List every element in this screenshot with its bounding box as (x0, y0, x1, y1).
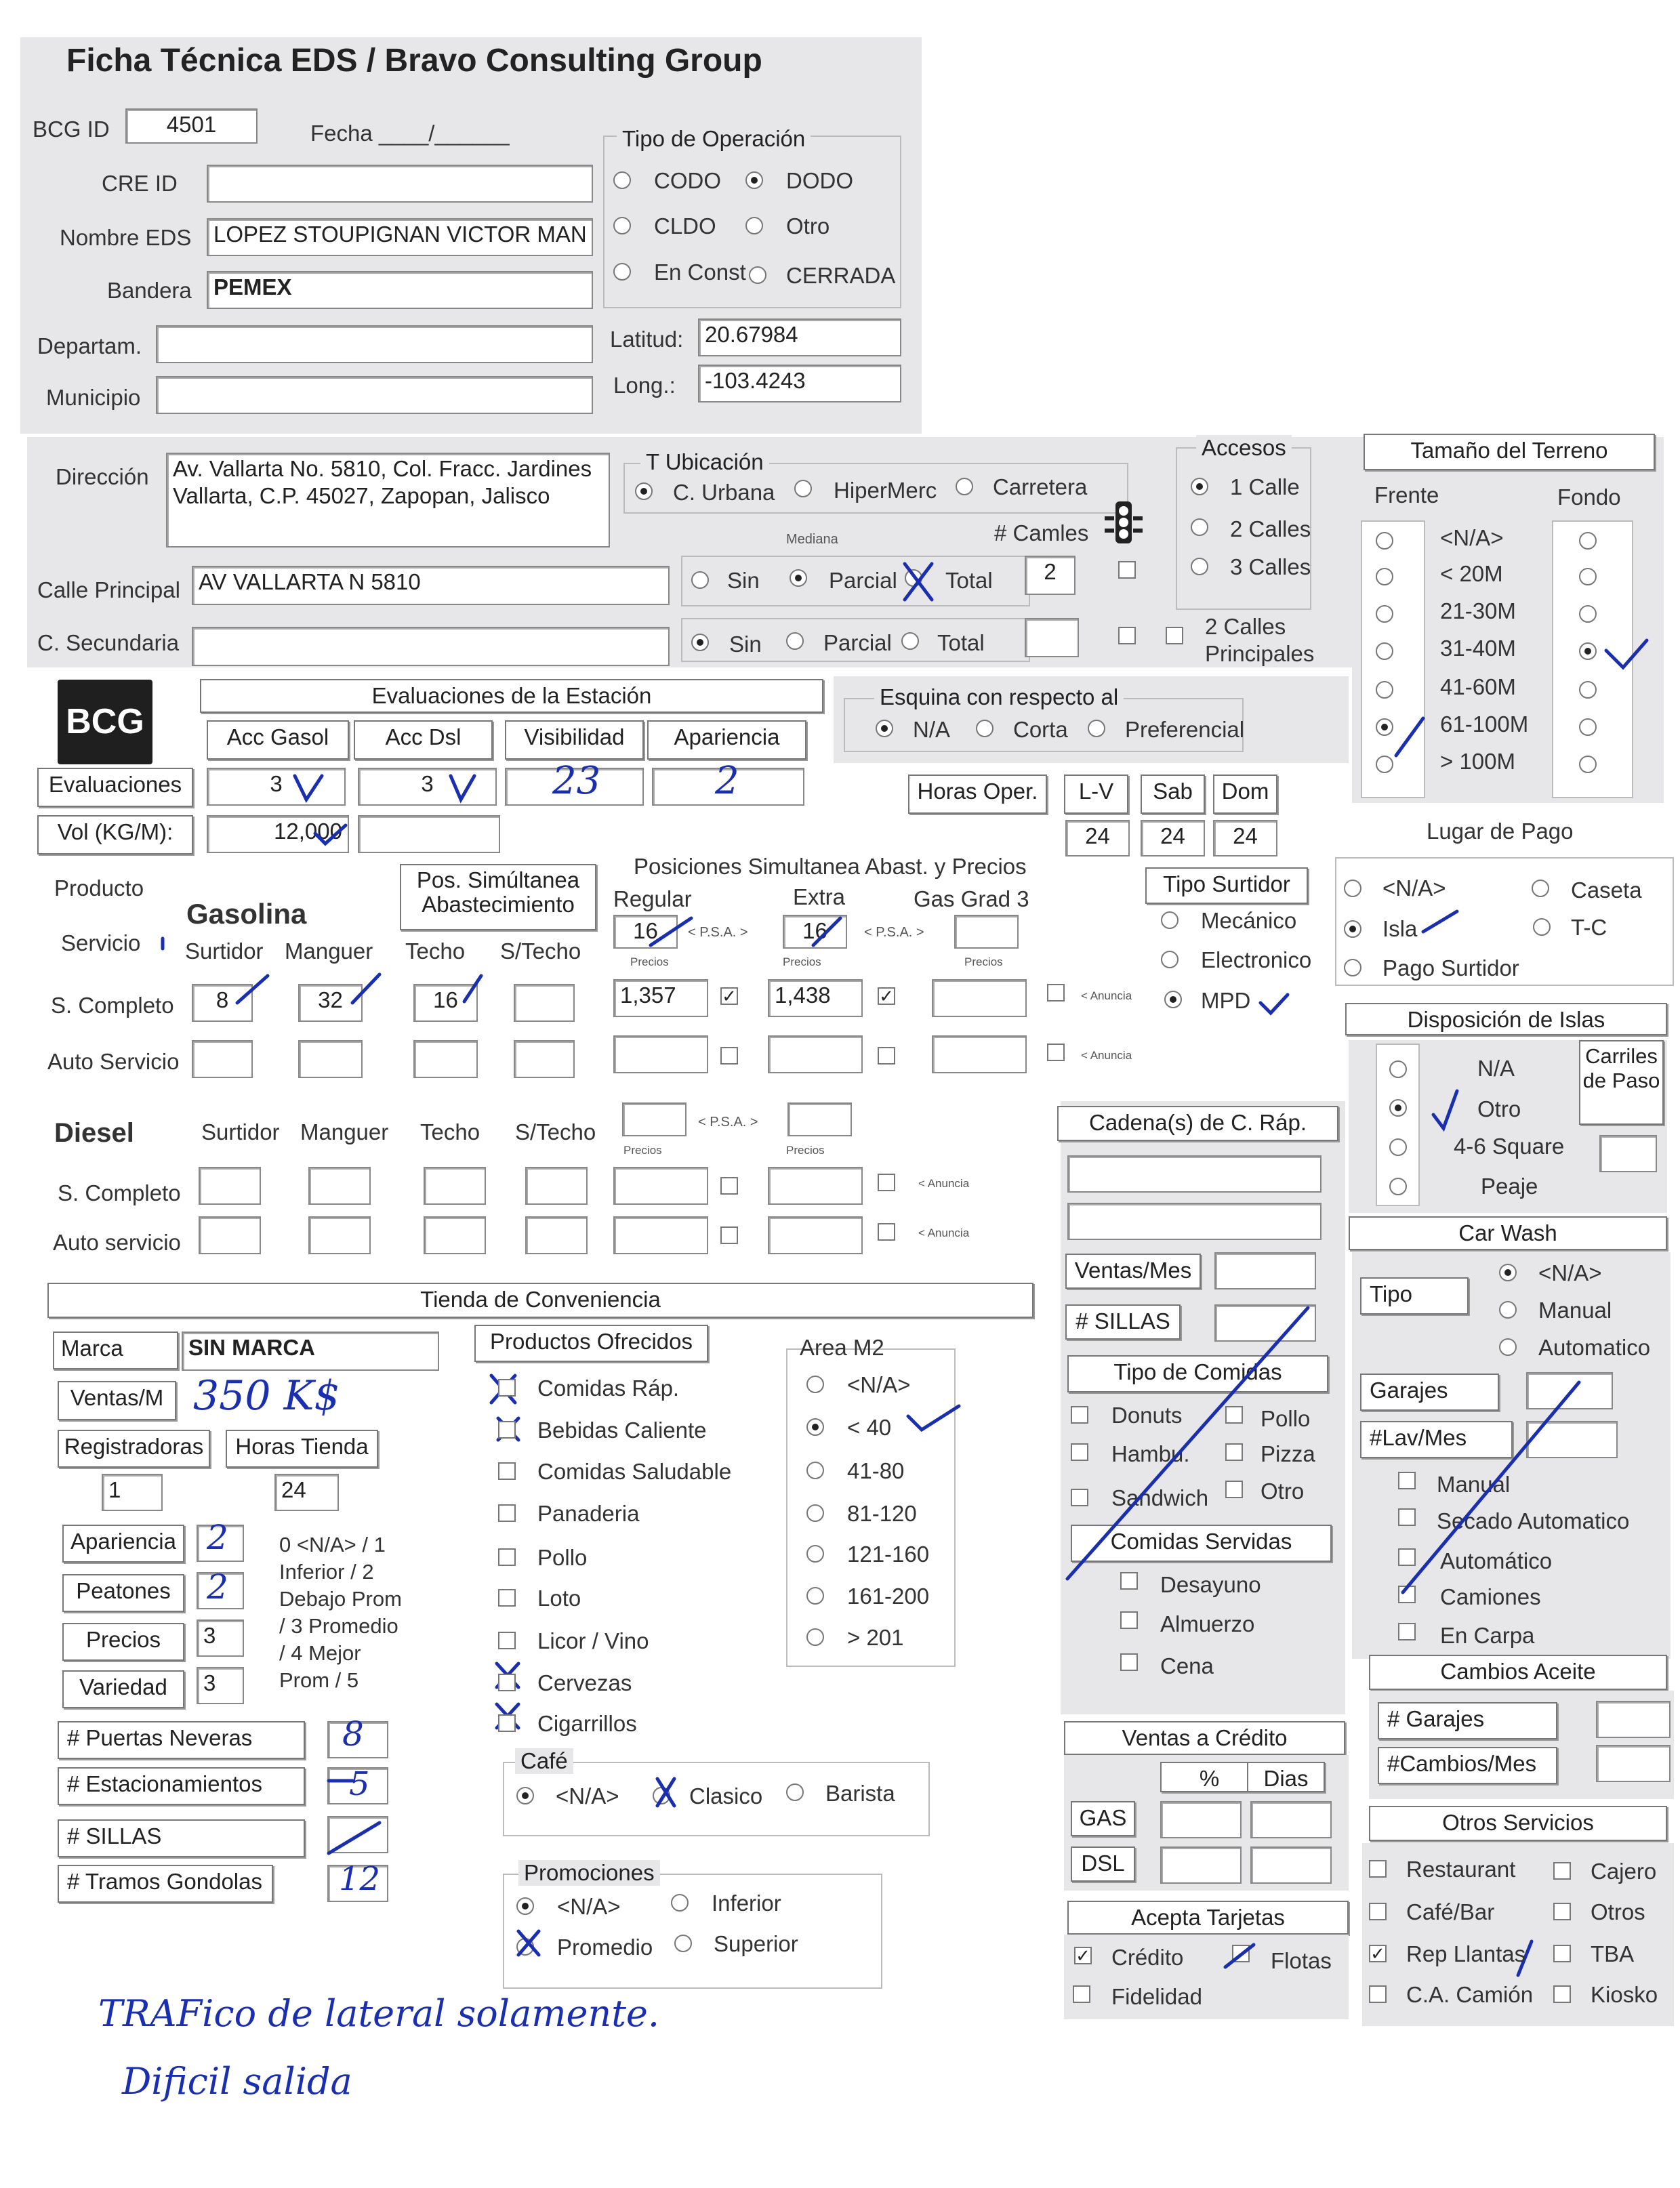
promo-inferior-label: Inferior (712, 1891, 781, 1916)
otros-label-5: TBA (1591, 1941, 1635, 1966)
electronico-label: Electronico (1201, 947, 1312, 972)
frente-radio-2[interactable] (1376, 605, 1393, 623)
pago-isla-label: Isla (1382, 916, 1418, 941)
area-label-1: < 40 (847, 1415, 892, 1440)
diesel-precios2-caption: Precios (786, 1144, 825, 1157)
producto-checkbox-3[interactable] (498, 1504, 516, 1522)
producto-label: Producto (54, 875, 144, 901)
precios-regular-caption: Precios (630, 955, 669, 968)
fondo-radio-0[interactable] (1579, 532, 1597, 550)
cldo-label: CLDO (654, 213, 716, 239)
tienda-title: Tienda de Conveniencia (47, 1283, 1033, 1318)
horas-lv-label: L-V (1064, 775, 1128, 814)
puertas-label: # Puertas Neveras (58, 1721, 305, 1759)
diesel-field-0-0[interactable] (199, 1167, 261, 1205)
direccion-line-2: Vallarta, C.P. 45027, Zapopan, Jalisco (173, 482, 550, 508)
desayuno-label: Desayuno (1160, 1572, 1261, 1597)
diesel-field-1-1[interactable] (308, 1216, 371, 1254)
hand-apariencia: 2 (207, 1518, 228, 1557)
otros-label-4: Rep Llantas (1406, 1941, 1526, 1966)
area-radio-5[interactable] (806, 1587, 824, 1605)
c-urbana-label: C. Urbana (673, 480, 775, 505)
diesel-field-0-1[interactable] (308, 1167, 371, 1205)
municipio-label: Municipio (46, 385, 141, 410)
hand-puertas: 8 (342, 1714, 364, 1754)
cw-auto-label: Automático (1440, 1548, 1553, 1573)
bcg-id-label: BCG ID (33, 117, 110, 142)
promo-superior-label: Superior (714, 1931, 798, 1956)
tramos-label: # Tramos Gondolas (58, 1865, 273, 1903)
anuncia-label: < Anuncia (1081, 989, 1132, 1002)
auto-servicio-label: Auto Servicio (47, 1049, 180, 1074)
precios-extra-caption: Precios (783, 955, 821, 968)
otros-label-0: Restaurant (1406, 1857, 1516, 1882)
precios-label: Precios (62, 1623, 184, 1661)
eval-title: Evaluaciones de la Estación (200, 679, 823, 713)
cena-label: Cena (1160, 1653, 1214, 1678)
cafe-na-label: <N/A> (556, 1783, 619, 1809)
diesel-auto-servicio-label: Auto servicio (53, 1230, 181, 1255)
principal-parcial-label: Parcial (829, 568, 897, 593)
otros-checkbox-7[interactable] (1553, 1985, 1571, 2003)
otros-checkbox-4[interactable]: ✓ (1369, 1945, 1387, 1962)
diesel-precio-1-0[interactable] (613, 1216, 708, 1254)
hand-peatones: 2 (207, 1567, 228, 1607)
esquina-corta-label: Corta (1013, 717, 1068, 742)
regular-pos-field[interactable]: 16 (613, 915, 678, 949)
tipo-surtidor-title: Tipo Surtidor (1145, 867, 1308, 904)
cafe-barista-label: Barista (825, 1781, 895, 1806)
diesel-field-0-3[interactable] (525, 1167, 588, 1205)
precios-field[interactable]: 3 (197, 1619, 244, 1657)
comidas-servidas-title: Comidas Servidas (1071, 1525, 1332, 1562)
regular-anuncia-checkbox[interactable]: ✓ (720, 987, 738, 1005)
calle-principal-label: Calle Principal (37, 577, 180, 602)
esquina-title: Esquina con respecto al (874, 684, 1124, 710)
cambios-mes-label: #Cambios/Mes (1378, 1747, 1557, 1784)
escala-5: Prom / 5 (279, 1668, 359, 1692)
terreno-size-5: 61-100M (1440, 711, 1529, 737)
peatones-label: Peatones (62, 1574, 184, 1612)
credito-pct-label: % (1160, 1762, 1258, 1792)
tarjeta-credito-checkbox[interactable]: ✓ (1074, 1947, 1092, 1964)
area-label-4: 121-160 (847, 1542, 930, 1567)
precios-gasgrad-caption: Precios (964, 955, 1003, 968)
producto-label-3: Panaderia (537, 1501, 640, 1526)
regular-psa-label: < P.S.A. > (688, 925, 748, 940)
mediana-label: Mediana (786, 532, 838, 547)
diesel-precio-1-1[interactable] (768, 1216, 863, 1254)
diesel-s-completo-label: S. Completo (58, 1180, 181, 1205)
otros-checkbox-2[interactable] (1369, 1903, 1387, 1920)
diesel-anuncia-0: < Anuncia (918, 1177, 970, 1190)
producto-checkbox-6[interactable] (498, 1632, 516, 1649)
form-title: Ficha Técnica EDS / Bravo Consulting Group (66, 43, 762, 79)
otros-label-3: Otros (1591, 1899, 1645, 1924)
tarjeta-fidelidad-label: Fidelidad (1111, 1984, 1202, 2009)
otros-label-6: C.A. Camión (1406, 1982, 1534, 2007)
camiles-label: # Camles (994, 520, 1089, 545)
diesel-field-1-0[interactable] (199, 1216, 261, 1254)
credito-dias-label: Dias (1247, 1762, 1325, 1792)
hand-tramos: 12 (339, 1860, 381, 1898)
surtidor-label: Surtidor (185, 938, 264, 964)
cafe-clasico-label: Clasico (689, 1783, 763, 1809)
tarjetas-title: Acepta Tarjetas (1067, 1901, 1349, 1935)
diesel-techo-label: Techo (420, 1119, 480, 1144)
calle-secundaria-label: C. Secundaria (37, 630, 180, 655)
latitud-label: Latitud: (610, 327, 684, 352)
eval-col-acc-dsl: Acc Dsl (354, 720, 493, 760)
otros-checkbox-3[interactable] (1553, 1903, 1571, 1920)
promo-title: Promociones (518, 1860, 660, 1886)
disposicion-title: Disposición de Islas (1345, 1003, 1667, 1035)
hambu-label: Hambu. (1111, 1441, 1190, 1466)
diesel-stecho-label: S/Techo (515, 1119, 596, 1144)
evaluaciones-row-label: Evaluaciones (37, 768, 193, 807)
eval-acc-gasol-field[interactable]: 3 (207, 768, 346, 806)
terreno-size-0: <N/A> (1440, 525, 1504, 550)
apariencia-label: Apariencia (62, 1525, 184, 1563)
diesel-precio-0-1[interactable] (768, 1167, 863, 1205)
cw-garajes-label: Garajes (1360, 1374, 1499, 1411)
precio-extra-field[interactable]: 1,438 (768, 979, 863, 1017)
hand-visibilidad: 23 (552, 759, 601, 803)
producto-label-1: Bebidas Caliente (537, 1418, 707, 1443)
frente-radio-0[interactable] (1376, 532, 1393, 550)
terreno-size-3: 31-40M (1440, 636, 1516, 661)
extra-pos-field[interactable]: 16 (783, 915, 847, 949)
producto-checkbox-5[interactable] (498, 1589, 516, 1607)
promo-na-label: <N/A> (557, 1894, 621, 1919)
bcg-logo: BCG (58, 680, 152, 764)
accesos-3-label: 3 Calles (1230, 554, 1311, 579)
accesos-1-label: 1 Calle (1230, 474, 1300, 499)
area-label-5: 161-200 (847, 1584, 930, 1609)
horas-dom-field[interactable]: 24 (1213, 820, 1277, 856)
horas-sab-label: Sab (1141, 775, 1205, 814)
mpd-label: MPD (1201, 988, 1251, 1013)
diesel-field-0-2[interactable] (424, 1167, 486, 1205)
gas-grad-label: Gas Grad 3 (914, 886, 1029, 911)
cw-automatico-label: Automatico (1538, 1335, 1651, 1360)
area-radio-1[interactable] (806, 1418, 824, 1436)
latitud-field[interactable]: 20.67984 (698, 318, 901, 356)
bcg-id-field[interactable]: 4501 (125, 108, 258, 144)
producto-checkbox-2[interactable] (498, 1462, 516, 1480)
diesel-field-1-2[interactable] (424, 1216, 486, 1254)
long-label: Long.: (613, 373, 676, 398)
terreno-size-1: < 20M (1440, 561, 1503, 586)
camiles-field[interactable]: 2 (1025, 556, 1075, 595)
diesel-check-0-0[interactable] (720, 1177, 738, 1195)
ventas-m-label: Ventas/M (58, 1381, 176, 1420)
marca-label: Marca (53, 1332, 178, 1369)
handwritten-note-1: TRAFico de lateral solamente. (98, 1992, 660, 2035)
otros-title: Otros Servicios (1369, 1806, 1667, 1841)
diesel-check-0-1[interactable] (878, 1174, 895, 1191)
terreno-title: Tamaño del Terreno (1364, 434, 1655, 470)
direccion-line-1: Av. Vallarta No. 5810, Col. Fracc. Jardines (173, 456, 592, 481)
tienda-sillas-label: # SILLAS (58, 1819, 305, 1857)
car-wash-title: Car Wash (1349, 1216, 1667, 1250)
area-radio-4[interactable] (806, 1545, 824, 1563)
precio-regular-field[interactable]: 1,357 (613, 979, 708, 1017)
extra-anuncia-checkbox[interactable]: ✓ (878, 987, 895, 1005)
credito-title: Ventas a Crédito (1064, 1721, 1345, 1755)
frente-radio-1[interactable] (1376, 568, 1393, 585)
extra-psa-label: < P.S.A. > (864, 925, 924, 940)
pizza-label: Pizza (1261, 1441, 1315, 1466)
producto-checkbox-4[interactable] (498, 1548, 516, 1566)
fecha-label: Fecha ____/______ (310, 121, 510, 146)
en-const-label: En Const (654, 260, 746, 285)
nombre-label: Nombre EDS (60, 225, 192, 250)
disp-peaje-label: Peaje (1481, 1174, 1538, 1199)
diesel-check-1-0[interactable] (720, 1226, 738, 1244)
ventas-mes-label: Ventas/Mes (1065, 1254, 1201, 1289)
posiciones-title: Posiciones Simultanea Abast. y Precios (634, 854, 1027, 879)
producto-label-8: Cigarrillos (537, 1711, 637, 1736)
otros-checkbox-6[interactable] (1369, 1985, 1387, 2003)
tarjeta-credito-label: Crédito (1111, 1945, 1184, 1970)
vol-field[interactable]: 12,000 (207, 815, 349, 853)
area-label-2: 41-80 (847, 1458, 905, 1483)
cadena-sillas-label: # SILLAS (1065, 1304, 1181, 1340)
escala-4: / 4 Mejor (279, 1641, 361, 1665)
diesel-surtidor-label: Surtidor (201, 1119, 280, 1144)
esquina-na-label: N/A (913, 717, 951, 742)
escala-3: / 3 Promedio (279, 1614, 398, 1638)
terreno-size-2: 21-30M (1440, 598, 1516, 623)
frente-label: Frente (1374, 482, 1439, 508)
bandera-field[interactable]: PEMEX (207, 271, 593, 309)
cerrada-label: CERRADA (786, 263, 896, 288)
carriles-label: Carriles de Paso (1579, 1040, 1664, 1125)
otros-label-1: Cajero (1591, 1859, 1657, 1884)
fondo-radio-4[interactable] (1579, 681, 1597, 699)
accesos-title: Accesos (1196, 435, 1292, 461)
pollo-cadena-label: Pollo (1261, 1406, 1311, 1431)
secundaria-sin-label: Sin (729, 632, 762, 657)
diesel-manguer-label: Manguer (300, 1119, 389, 1144)
otros-label-2: Café/Bar (1406, 1899, 1495, 1924)
otro-cadena-label: Otro (1261, 1479, 1305, 1504)
lugar-pago-title: Lugar de Pago (1427, 819, 1574, 844)
hand-estacionamientos: 5 (349, 1765, 370, 1803)
terreno-size-6: > 100M (1440, 749, 1515, 774)
disp-otro-label: Otro (1477, 1096, 1521, 1121)
hand-ventas: 350 K$ (193, 1372, 340, 1420)
otros-checkbox-1[interactable] (1553, 1862, 1571, 1880)
pago-surtidor-label: Pago Surtidor (1382, 955, 1519, 981)
producto-label-4: Pollo (537, 1545, 588, 1570)
producto-label-6: Licor / Vino (537, 1628, 649, 1653)
pago-caseta-label: Caseta (1571, 878, 1642, 903)
cw-manual-label: Manual (1538, 1298, 1612, 1323)
disp-square-label: 4-6 Square (1454, 1134, 1565, 1159)
horas-tienda-label: Horas Tienda (226, 1430, 378, 1468)
car-wash-tipo-label: Tipo (1360, 1277, 1469, 1315)
producto-checkbox-1[interactable] (498, 1421, 516, 1439)
estacionamientos-label: # Estacionamientos (58, 1767, 305, 1805)
producto-label-2: Comidas Saludable (537, 1459, 732, 1484)
bandera-label: Bandera (107, 278, 192, 303)
credito-gas-label: GAS (1071, 1801, 1135, 1836)
diesel-check-1-1[interactable] (878, 1223, 895, 1241)
diesel-precios-caption: Precios (623, 1144, 662, 1157)
area-label-6: > 201 (847, 1625, 904, 1650)
cadena-title: Cadena(s) de C. Ráp. (1057, 1106, 1338, 1141)
terreno-size-4: 41-60M (1440, 674, 1516, 699)
variedad-field[interactable]: 3 (197, 1667, 244, 1704)
fondo-label: Fondo (1557, 484, 1621, 510)
gasolina-label: Gasolina (186, 898, 307, 930)
promo-promedio-label: Promedio (557, 1935, 653, 1960)
frente-radio-6[interactable] (1376, 756, 1393, 773)
producto-checkbox-7[interactable] (498, 1674, 516, 1691)
cw-secado-label: Secado Automatico (1437, 1508, 1630, 1533)
eval-col-acc-gasol: Acc Gasol (207, 720, 349, 760)
principal-sin-label: Sin (727, 568, 760, 593)
frente-radio-3[interactable] (1376, 642, 1393, 660)
area-label-3: 81-120 (847, 1501, 917, 1526)
long-field[interactable]: -103.4243 (698, 365, 901, 402)
surtidor-sc-field[interactable]: 8 (192, 984, 253, 1022)
direccion-label: Dirección (56, 464, 149, 489)
variedad-label: Variedad (62, 1670, 184, 1708)
fondo-radio-2[interactable] (1579, 605, 1597, 623)
t-ubicacion-title: T Ubicación (640, 449, 769, 475)
sandwich-label: Sandwich (1111, 1485, 1209, 1510)
producto-label-5: Loto (537, 1586, 581, 1611)
area-radio-6[interactable] (806, 1628, 824, 1646)
diesel-precio-0-0[interactable] (613, 1167, 708, 1205)
manguer-label: Manguer (285, 938, 373, 964)
tarjeta-flotas-label: Flotas (1271, 1948, 1332, 1973)
escala-1: Inferior / 2 (279, 1560, 374, 1584)
pago-tc-label: T-C (1571, 915, 1607, 940)
secundaria-parcial-label: Parcial (823, 630, 892, 655)
nombre-field[interactable]: LOPEZ STOUPIGNAN VICTOR MAN (207, 218, 593, 256)
credito-dsl-label: DSL (1071, 1846, 1135, 1882)
area-title: Area M2 (800, 1335, 884, 1360)
producto-checkbox-8[interactable] (498, 1714, 516, 1732)
almuerzo-label: Almuerzo (1160, 1611, 1255, 1636)
vol-row-label: Vol (KG/M): (37, 815, 193, 854)
mecanico-label: Mecánico (1201, 908, 1297, 933)
horas-oper-label: Horas Oper. (908, 775, 1047, 814)
producto-label-7: Cervezas (537, 1670, 632, 1695)
horas-lv-field[interactable]: 24 (1065, 820, 1130, 856)
escala-2: Debajo Prom (279, 1587, 402, 1611)
horas-tienda-field[interactable]: 24 (274, 1474, 339, 1511)
extra-label: Extra (793, 884, 846, 909)
cre-id-label: CRE ID (102, 171, 178, 196)
cambios-title: Cambios Aceite (1369, 1655, 1667, 1690)
pos-simultanea-box: Pos. Simúltanea Abastecimiento (400, 864, 596, 930)
anuncia-as-label: < Anuncia (1081, 1049, 1132, 1062)
frente-radio-5[interactable] (1376, 718, 1393, 736)
s-completo-label: S. Completo (51, 993, 174, 1018)
frente-radio-4[interactable] (1376, 681, 1393, 699)
fondo-radio-3[interactable] (1579, 642, 1597, 660)
principal-total-label: Total (945, 568, 993, 593)
productos-title: Productos Ofrecidos (474, 1325, 708, 1362)
eval-acc-dsl-field[interactable]: 3 (358, 768, 497, 806)
tipo-operacion-title: Tipo de Operación (617, 126, 811, 152)
cw-manual-check-label: Manual (1437, 1472, 1511, 1497)
tipo-comidas-title: Tipo de Comidas (1067, 1355, 1328, 1392)
departam-label: Departam. (37, 333, 142, 358)
disp-na-label: N/A (1477, 1056, 1515, 1081)
dodo-label: DODO (786, 168, 853, 193)
otro-label: Otro (786, 213, 830, 239)
techo-sc-field[interactable]: 16 (413, 984, 478, 1022)
pago-na-label: <N/A> (1382, 875, 1446, 901)
cw-camiones-label: Camiones (1440, 1584, 1541, 1609)
area-label-0: <N/A> (847, 1372, 911, 1397)
servicio-label: Servicio (61, 930, 141, 955)
diesel-field-1-3[interactable] (525, 1216, 588, 1254)
escala-0: 0 <N/A> / 1 (279, 1533, 386, 1556)
otros-checkbox-5[interactable] (1553, 1945, 1571, 1962)
horas-dom-label: Dom (1213, 775, 1277, 814)
fondo-radio-1[interactable] (1579, 568, 1597, 585)
diesel-label: Diesel (54, 1118, 134, 1148)
horas-sab-field[interactable]: 24 (1141, 820, 1205, 856)
area-radio-0[interactable] (806, 1376, 824, 1393)
accesos-2-label: 2 Calles (1230, 516, 1311, 541)
carretera-label: Carretera (993, 474, 1088, 499)
otros-checkbox-0[interactable] (1369, 1860, 1387, 1878)
eval-col-visibilidad: Visibilidad (505, 720, 644, 760)
manguer-sc-field[interactable]: 32 (298, 984, 363, 1022)
techo-label: Techo (405, 938, 466, 964)
esquina-preferencial-label: Preferencial (1125, 717, 1245, 742)
regular-label: Regular (613, 886, 692, 911)
cw-lav-mes-label: #Lav/Mes (1360, 1421, 1513, 1458)
donuts-label: Donuts (1111, 1403, 1183, 1428)
calle-principal-field[interactable]: AV VALLARTA N 5810 (192, 566, 670, 605)
cw-carpa-label: En Carpa (1440, 1623, 1535, 1648)
cafe-title: Café (515, 1748, 573, 1774)
cambios-garajes-label: # Garajes (1378, 1702, 1557, 1739)
hipermerc-label: HiperMerc (834, 478, 937, 503)
codo-label: CODO (654, 168, 721, 193)
producto-label-0: Comidas Ráp. (537, 1376, 680, 1401)
diesel-psa-label: < P.S.A. > (698, 1115, 758, 1130)
hand-apariencia-eval: 2 (715, 759, 739, 803)
producto-checkbox-0[interactable] (498, 1379, 516, 1397)
marca-field[interactable]: SIN MARCA (182, 1332, 439, 1371)
otros-label-7: Kiosko (1591, 1982, 1658, 2007)
area-radio-2[interactable] (806, 1462, 824, 1479)
fondo-radio-5[interactable] (1579, 718, 1597, 736)
handwritten-note-2: Dificil salida (122, 2060, 352, 2103)
fondo-radio-6[interactable] (1579, 756, 1597, 773)
secundaria-total-label: Total (937, 630, 985, 655)
area-radio-3[interactable] (806, 1504, 824, 1522)
registradoras-field[interactable]: 1 (102, 1474, 163, 1511)
eval-col-apariencia: Apariencia (647, 720, 806, 760)
stecho-label: S/Techo (500, 938, 581, 964)
registradoras-label: Registradoras (58, 1430, 210, 1468)
diesel-anuncia-1: < Anuncia (918, 1226, 970, 1239)
cw-na-label: <N/A> (1538, 1260, 1602, 1285)
principales-label: 2 Calles Principales (1205, 614, 1315, 666)
